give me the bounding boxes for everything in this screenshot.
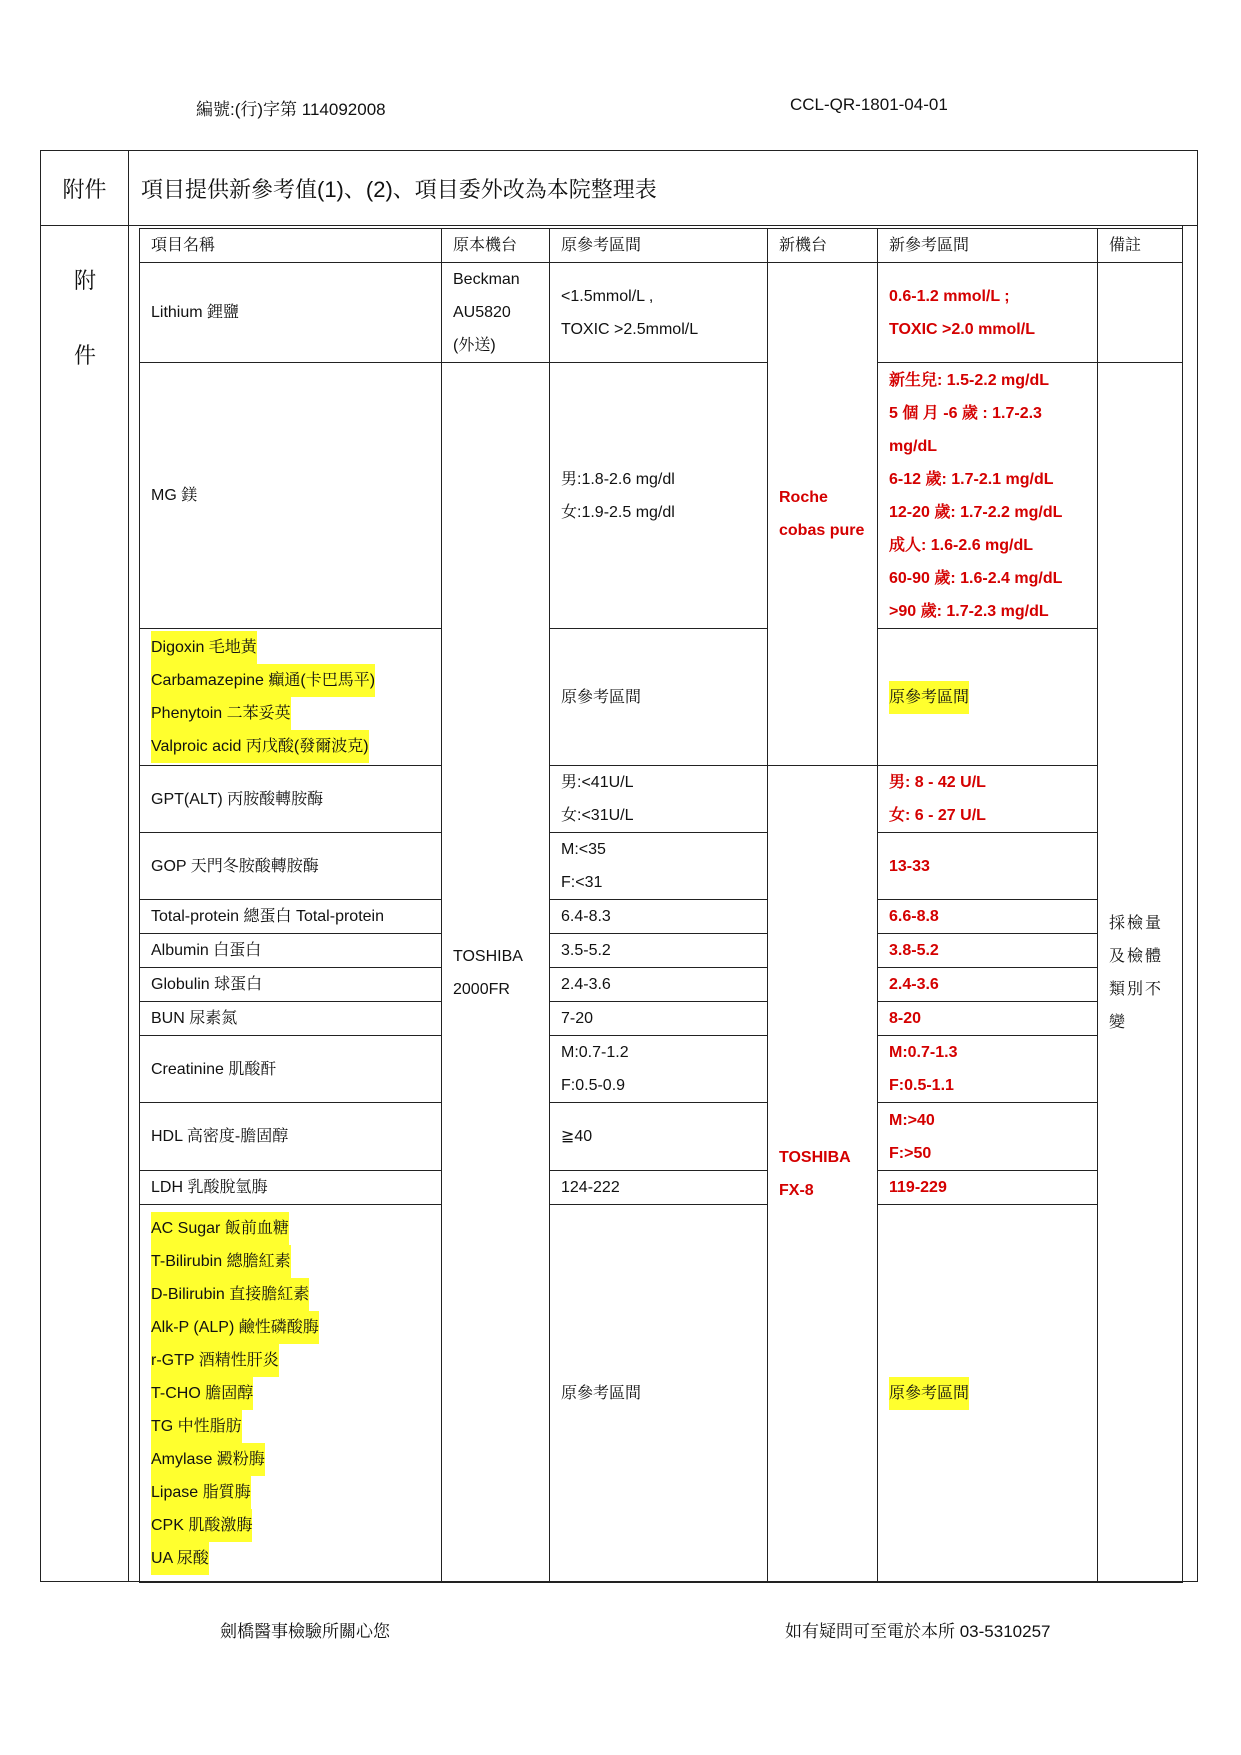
cell-line: 原參考區間 (889, 681, 969, 714)
old-range-cell (550, 934, 768, 968)
cell-line: 2000FR (453, 980, 510, 998)
item-name-cell (140, 1171, 442, 1205)
table-row (140, 629, 1183, 766)
cell-line: 6.6-8.8 (889, 908, 939, 925)
col-header-old-range: 原參考區間 (550, 229, 768, 263)
cell-line: 0.6-1.2 mmol/L ; (889, 287, 1010, 305)
cell-line: 3.5-5.2 (561, 942, 611, 959)
cell-line: MG 鎂 (151, 487, 198, 504)
cell-line: cobas pure (779, 522, 865, 539)
cell-line: Creatinine 肌酸酐 (151, 1060, 277, 1078)
cell-line: F:0.5-0.9 (561, 1077, 626, 1094)
table-body (140, 263, 1183, 1583)
cell-line: Phenytoin 二苯妥英 (151, 697, 291, 730)
table-row (140, 1002, 1183, 1036)
table-row (140, 263, 1183, 363)
item-name-cell (140, 629, 442, 766)
cell-line: TOSHIBA (779, 1149, 851, 1166)
cell-line: 2.4-3.6 (561, 976, 611, 993)
cell-line: <1.5mmol/L , (561, 287, 654, 305)
cell-line: 13-33 (889, 857, 930, 875)
table-row (140, 833, 1183, 900)
cell-line: Carbamazepine 癲通(卡巴馬平) (151, 664, 375, 697)
cell-line: 124-222 (561, 1179, 620, 1196)
new-machine-cell (768, 263, 878, 766)
new-machine-cell (768, 766, 878, 1583)
cell-line: HDL 高密度-膽固醇 (151, 1128, 289, 1145)
cell-line: 7-20 (561, 1010, 594, 1027)
old-range-cell (550, 629, 768, 766)
item-name-cell (140, 1205, 442, 1583)
table-row (140, 968, 1183, 1002)
old-range-cell (550, 833, 768, 900)
cell-line: Lipase 脂質脢 (151, 1476, 251, 1509)
cell-line: CPK 肌酸激脢 (151, 1509, 252, 1542)
col-header-new-range: 新參考區間 (878, 229, 1098, 263)
new-range-cell (878, 1036, 1098, 1103)
footer-contact-text: 如有疑問可至電於本所 03-5310257 (785, 1622, 1051, 1641)
old-range-cell (550, 263, 768, 363)
cell-line: M:0.7-1.2 (561, 1044, 629, 1061)
item-name-cell (140, 833, 442, 900)
cell-line: 原參考區間 (561, 1385, 642, 1402)
new-range-cell (878, 1205, 1098, 1583)
col-header-old-machine: 原本機台 (442, 229, 550, 263)
cell-line: AU5820 (453, 304, 511, 321)
item-name-cell (140, 363, 442, 629)
cell-line: D-Bilirubin 直接膽紅素 (151, 1278, 309, 1311)
cell-line: Beckman (453, 271, 520, 288)
new-range-cell (878, 766, 1098, 833)
cell-line: TG 中性脂肪 (151, 1410, 242, 1443)
table-row (140, 363, 1183, 629)
cell-line: Amylase 澱粉脢 (151, 1443, 265, 1476)
remark-cell (1098, 363, 1183, 1583)
item-name-cell (140, 1103, 442, 1171)
old-range-cell (550, 1205, 768, 1583)
table-row (140, 1205, 1183, 1583)
cell-line: >90 歲: 1.7-2.3 mg/dL (889, 602, 1049, 620)
old-range-cell (550, 1002, 768, 1036)
old-machine-cell (442, 263, 550, 363)
table-row (140, 1171, 1183, 1205)
item-name-cell (140, 766, 442, 833)
cell-line: r-GTP 酒精性肝炎 (151, 1344, 279, 1377)
cell-line: 男:1.8-2.6 mg/dl (561, 470, 675, 488)
attachment-label: 附件 (41, 151, 129, 226)
cell-line: 2.4-3.6 (889, 976, 939, 993)
cell-line: Valproic acid 丙戊酸(發爾波克) (151, 730, 369, 763)
old-range-cell (550, 1036, 768, 1103)
table-header-row (140, 229, 1183, 263)
reference-table (139, 228, 1183, 1583)
cell-line: 成人: 1.6-2.6 mg/dL (889, 536, 1034, 554)
new-range-cell (878, 900, 1098, 934)
cell-line: 女:<31U/L (561, 807, 634, 824)
cell-line: 8-20 (889, 1010, 922, 1027)
table-row (140, 900, 1183, 934)
col-header-new-machine: 新機台 (768, 229, 878, 263)
cell-line: M:>40 (889, 1111, 935, 1129)
old-machine-cell (442, 363, 550, 1583)
cell-line: M:0.7-1.3 (889, 1044, 958, 1061)
table-row (140, 1036, 1183, 1103)
table-row (140, 1103, 1183, 1171)
item-name-cell (140, 934, 442, 968)
cell-line: Globulin 球蛋白 (151, 976, 263, 993)
col-header-item-name: 項目名稱 (140, 229, 442, 263)
old-range-cell (550, 900, 768, 934)
cell-line: Alk-P (ALP) 鹼性磷酸脢 (151, 1311, 319, 1344)
col-header-remark: 備註 (1098, 229, 1183, 263)
cell-line: UA 尿酸 (151, 1542, 209, 1575)
item-name-cell (140, 968, 442, 1002)
cell-line: 女:1.9-2.5 mg/dl (561, 503, 675, 521)
cell-line: 60-90 歲: 1.6-2.4 mg/dL (889, 569, 1063, 587)
cell-line: 6.4-8.3 (561, 908, 611, 925)
new-range-cell (878, 263, 1098, 363)
cell-line: mg/dL (889, 437, 937, 455)
cell-line: 新生兒: 1.5-2.2 mg/dL (889, 371, 1050, 389)
cell-line: AC Sugar 飯前血糖 (151, 1212, 289, 1245)
new-range-cell (878, 1103, 1098, 1171)
item-name-cell (140, 1002, 442, 1036)
cell-line: T-Bilirubin 總膽紅素 (151, 1245, 291, 1278)
cell-line: TOXIC >2.0 mmol/L (889, 320, 1035, 338)
cell-line: 6-12 歲: 1.7-2.1 mg/dL (889, 470, 1054, 488)
attachment-side-char: 件 (73, 343, 96, 368)
new-range-cell (878, 1171, 1098, 1205)
cell-line: GPT(ALT) 丙胺酸轉胺酶 (151, 790, 324, 808)
new-range-cell (878, 934, 1098, 968)
cell-line: BUN 尿素氮 (151, 1010, 238, 1027)
cell-line: 男: 8 - 42 U/L (889, 774, 986, 791)
cell-line: T-CHO 膽固醇 (151, 1377, 253, 1410)
old-range-cell (550, 1171, 768, 1205)
document-number: 編號:(行)字第 114092008 (196, 100, 386, 119)
form-code: CCL-QR-1801-04-01 (790, 95, 948, 114)
attachment-side-column (41, 226, 129, 1581)
cell-line: (外送) (453, 337, 496, 354)
item-name-cell (140, 1036, 442, 1103)
cell-line: 5 個 月 -6 歲 : 1.7-2.3 (889, 404, 1042, 422)
cell-line: TOSHIBA (453, 947, 523, 965)
cell-line: 12-20 歲: 1.7-2.2 mg/dL (889, 503, 1063, 521)
cell-line: Albumin 白蛋白 (151, 942, 262, 959)
cell-line: M:<35 (561, 841, 606, 858)
table-row (140, 934, 1183, 968)
cell-line: 原參考區間 (889, 1377, 969, 1410)
remark-cell (1098, 263, 1183, 363)
cell-line: 119-229 (889, 1179, 947, 1196)
cell-line: GOP 天門冬胺酸轉胺酶 (151, 857, 319, 875)
old-range-cell (550, 766, 768, 833)
new-range-cell (878, 629, 1098, 766)
cell-line: 女: 6 - 27 U/L (889, 807, 986, 824)
footer-left-text: 劍橋醫事檢驗所關心您 (220, 1622, 390, 1641)
new-range-cell (878, 833, 1098, 900)
cell-line: FX-8 (779, 1182, 814, 1199)
cell-line: 原參考區間 (561, 688, 642, 706)
cell-line: Total-protein 總蛋白 Total-protein (151, 908, 384, 925)
remark-text: 採檢量及檢體類別不變 (1109, 914, 1164, 1031)
new-range-cell (878, 1002, 1098, 1036)
cell-line: Lithium 鋰鹽 (151, 304, 240, 321)
cell-line: Roche (779, 489, 828, 506)
title-row (41, 151, 1197, 226)
cell-line: F:>50 (889, 1144, 932, 1162)
cell-line: LDH 乳酸脫氫脢 (151, 1179, 268, 1196)
cell-line: F:<31 (561, 874, 603, 891)
new-range-cell (878, 363, 1098, 629)
cell-line: 男:<41U/L (561, 774, 634, 791)
item-name-cell (140, 900, 442, 934)
new-range-cell (878, 968, 1098, 1002)
item-name-cell (140, 263, 442, 363)
table-row (140, 766, 1183, 833)
old-range-cell (550, 968, 768, 1002)
cell-line: F:0.5-1.1 (889, 1077, 954, 1094)
old-range-cell (550, 363, 768, 629)
cell-line: ≧40 (561, 1128, 593, 1145)
cell-line: Digoxin 毛地黃 (151, 631, 257, 664)
cell-line: 3.8-5.2 (889, 942, 939, 959)
page-title: 項目提供新參考值(1)、(2)、項目委外改為本院整理表 (141, 177, 657, 202)
cell-line: TOXIC >2.5mmol/L (561, 320, 699, 338)
attachment-side-char: 附 (73, 268, 96, 293)
old-range-cell (550, 1103, 768, 1171)
